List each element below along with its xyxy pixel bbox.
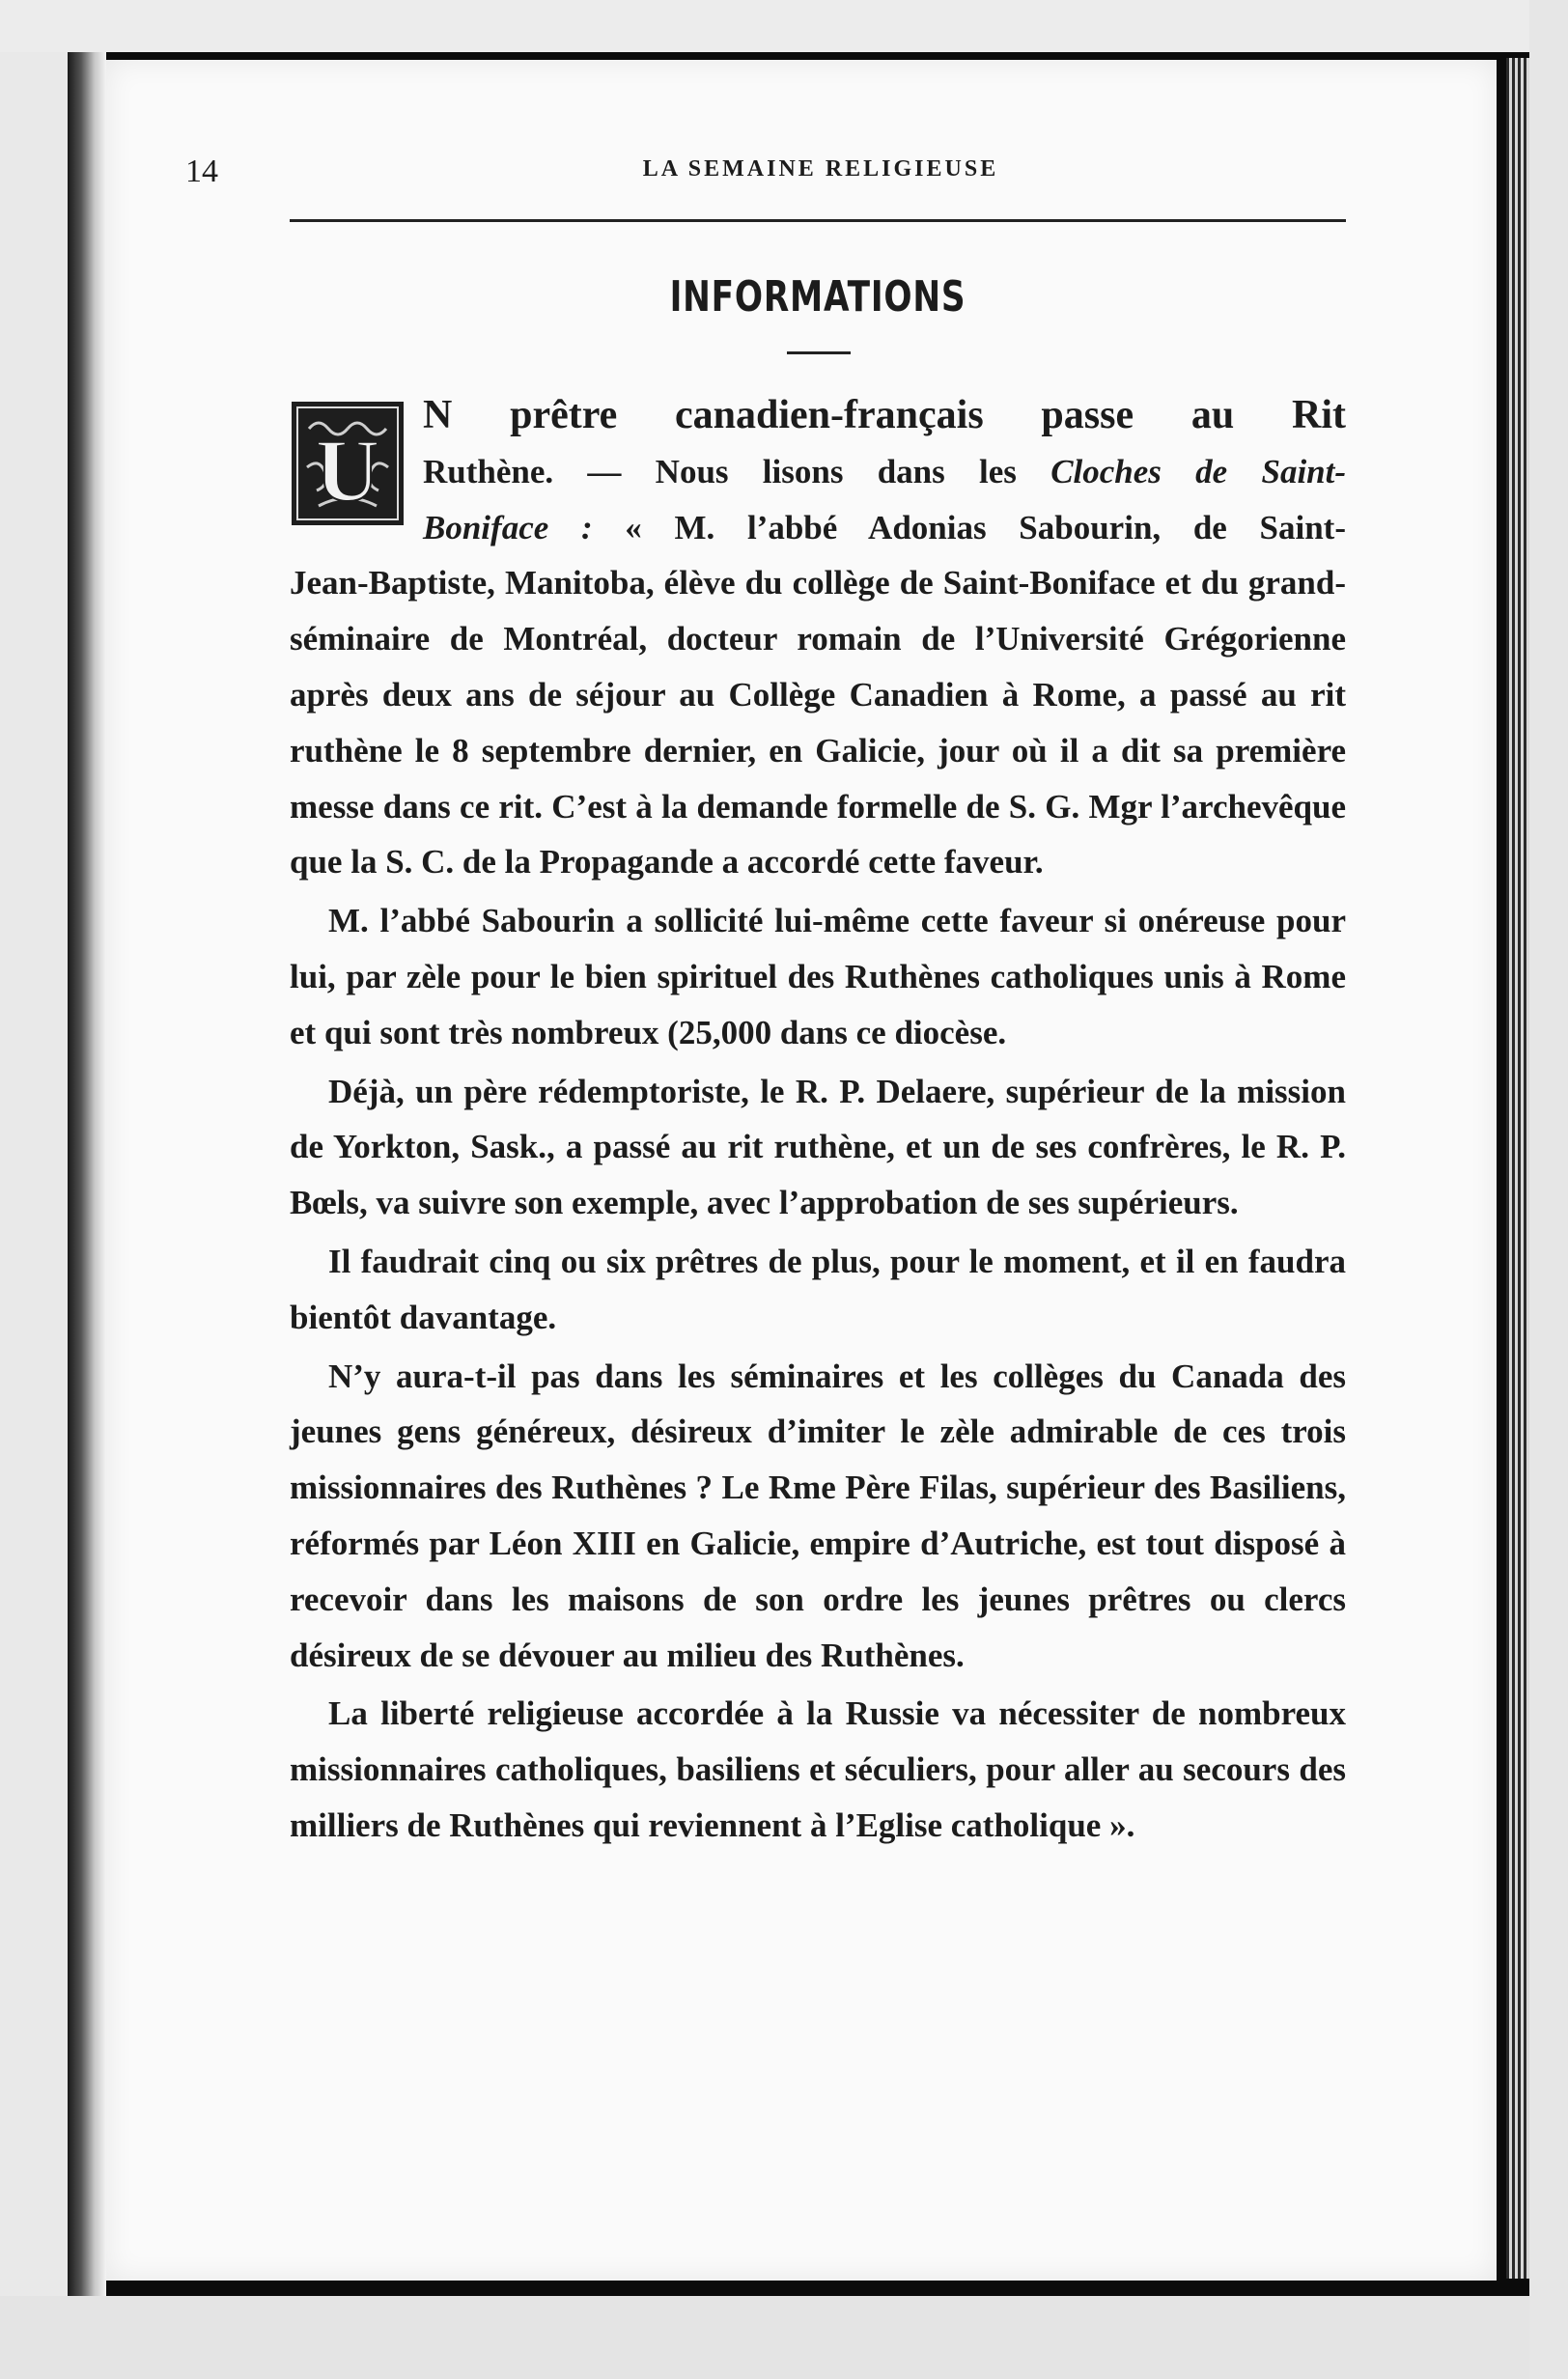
scan-background-bottom: [0, 2296, 1568, 2379]
paragraph-1: [290, 388, 1346, 890]
page-number: 14: [185, 154, 218, 189]
section-title: INFORMATIONS: [669, 272, 966, 322]
paragraph-5: N’y aura-t-il pas dans les séminaires et les collèges du Canada des jeunes gens généreux, désireux d’imiter le zèle admirable de ces trois missionnaires des Ruthènes ? Le Rme Père Filas, supérieur des Basiliens, réformés par Léon XIII en Galicie, empire d’Autriche, est tout disposé à recevoir dans les maisons de son ordre les jeunes prêtres ou clercs désireux de se dévouer au milieu des Ruthènes.: [290, 1357, 1346, 1674]
paragraph-4: Il faudrait cinq ou six prêtres de plus, pour le moment, et il en faudra bientôt davantage.: [290, 1242, 1346, 1336]
paragraph-1-line-1: N prêtre canadien-français passe au Rit: [423, 393, 1346, 437]
paragraph-1-rest: Jean-Baptiste, Manitoba, élève du collège de Saint-Boniface et du grand-séminaire de Montréal, docteur romain de l’Université Grégorienne après deux ans de séjour au Collège Canadien à Rome, a passé au rit ruthène le 8 septembre dernier, en Galicie, jour où il a dit sa première messe dans ce rit. C’est à la demande formelle de S. G. Mgr l’archevêque que la S. C. de la Propagande a accordé cette faveur.: [290, 564, 1346, 882]
scan-background-right: [1529, 0, 1568, 2379]
book-binding: [68, 52, 106, 2296]
cited-title-continued: Boniface :: [423, 508, 593, 546]
paragraph-3: Déjà, un père rédemptoriste, le R. P. Delaere, supérieur de la mission de Yorkton, Sask., a passé au rit ruthène, et un de ses confrères, le R. P. Bœls, va suivre son exemple, avec l’approbation de ses supérieurs.: [290, 1072, 1346, 1222]
paragraph-2: M. l’abbé Sabourin a sollicité lui-même cette faveur si onéreuse pour lui, par zèle pour le bien spirituel des Ruthènes catholiques unis à Rome et qui sont très nombreux (25,000 dans ce diocèse.: [290, 902, 1346, 1051]
article-body: [290, 388, 1346, 1854]
drop-cap-letter: U: [315, 421, 380, 519]
scan-background-left: [0, 0, 68, 2379]
running-head: LA SEMAINE RELIGIEUSE: [642, 156, 999, 182]
line-2-text: Ruthène. — Nous lisons dans les: [423, 452, 1051, 490]
title-rule: [787, 351, 851, 354]
paragraph-1-line-2: [290, 444, 1346, 500]
cited-title: Cloches de Saint-: [1050, 452, 1347, 490]
scan-background-top: [0, 0, 1568, 52]
paragraph-1-line-3: [290, 500, 1346, 556]
line-3-text: « M. l’abbé Adonias Sabourin, de Saint-: [592, 508, 1346, 546]
page-edge-stack: [1506, 58, 1529, 2279]
paragraph-6: La liberté religieuse accordée à la Russie va nécessiter de nombreux missionnaires catholiques, basiliens et séculiers, pour aller au secours des milliers de Ruthènes qui reviennent à l’Eglise catholique ».: [290, 1694, 1346, 1844]
header-rule: [290, 219, 1346, 222]
